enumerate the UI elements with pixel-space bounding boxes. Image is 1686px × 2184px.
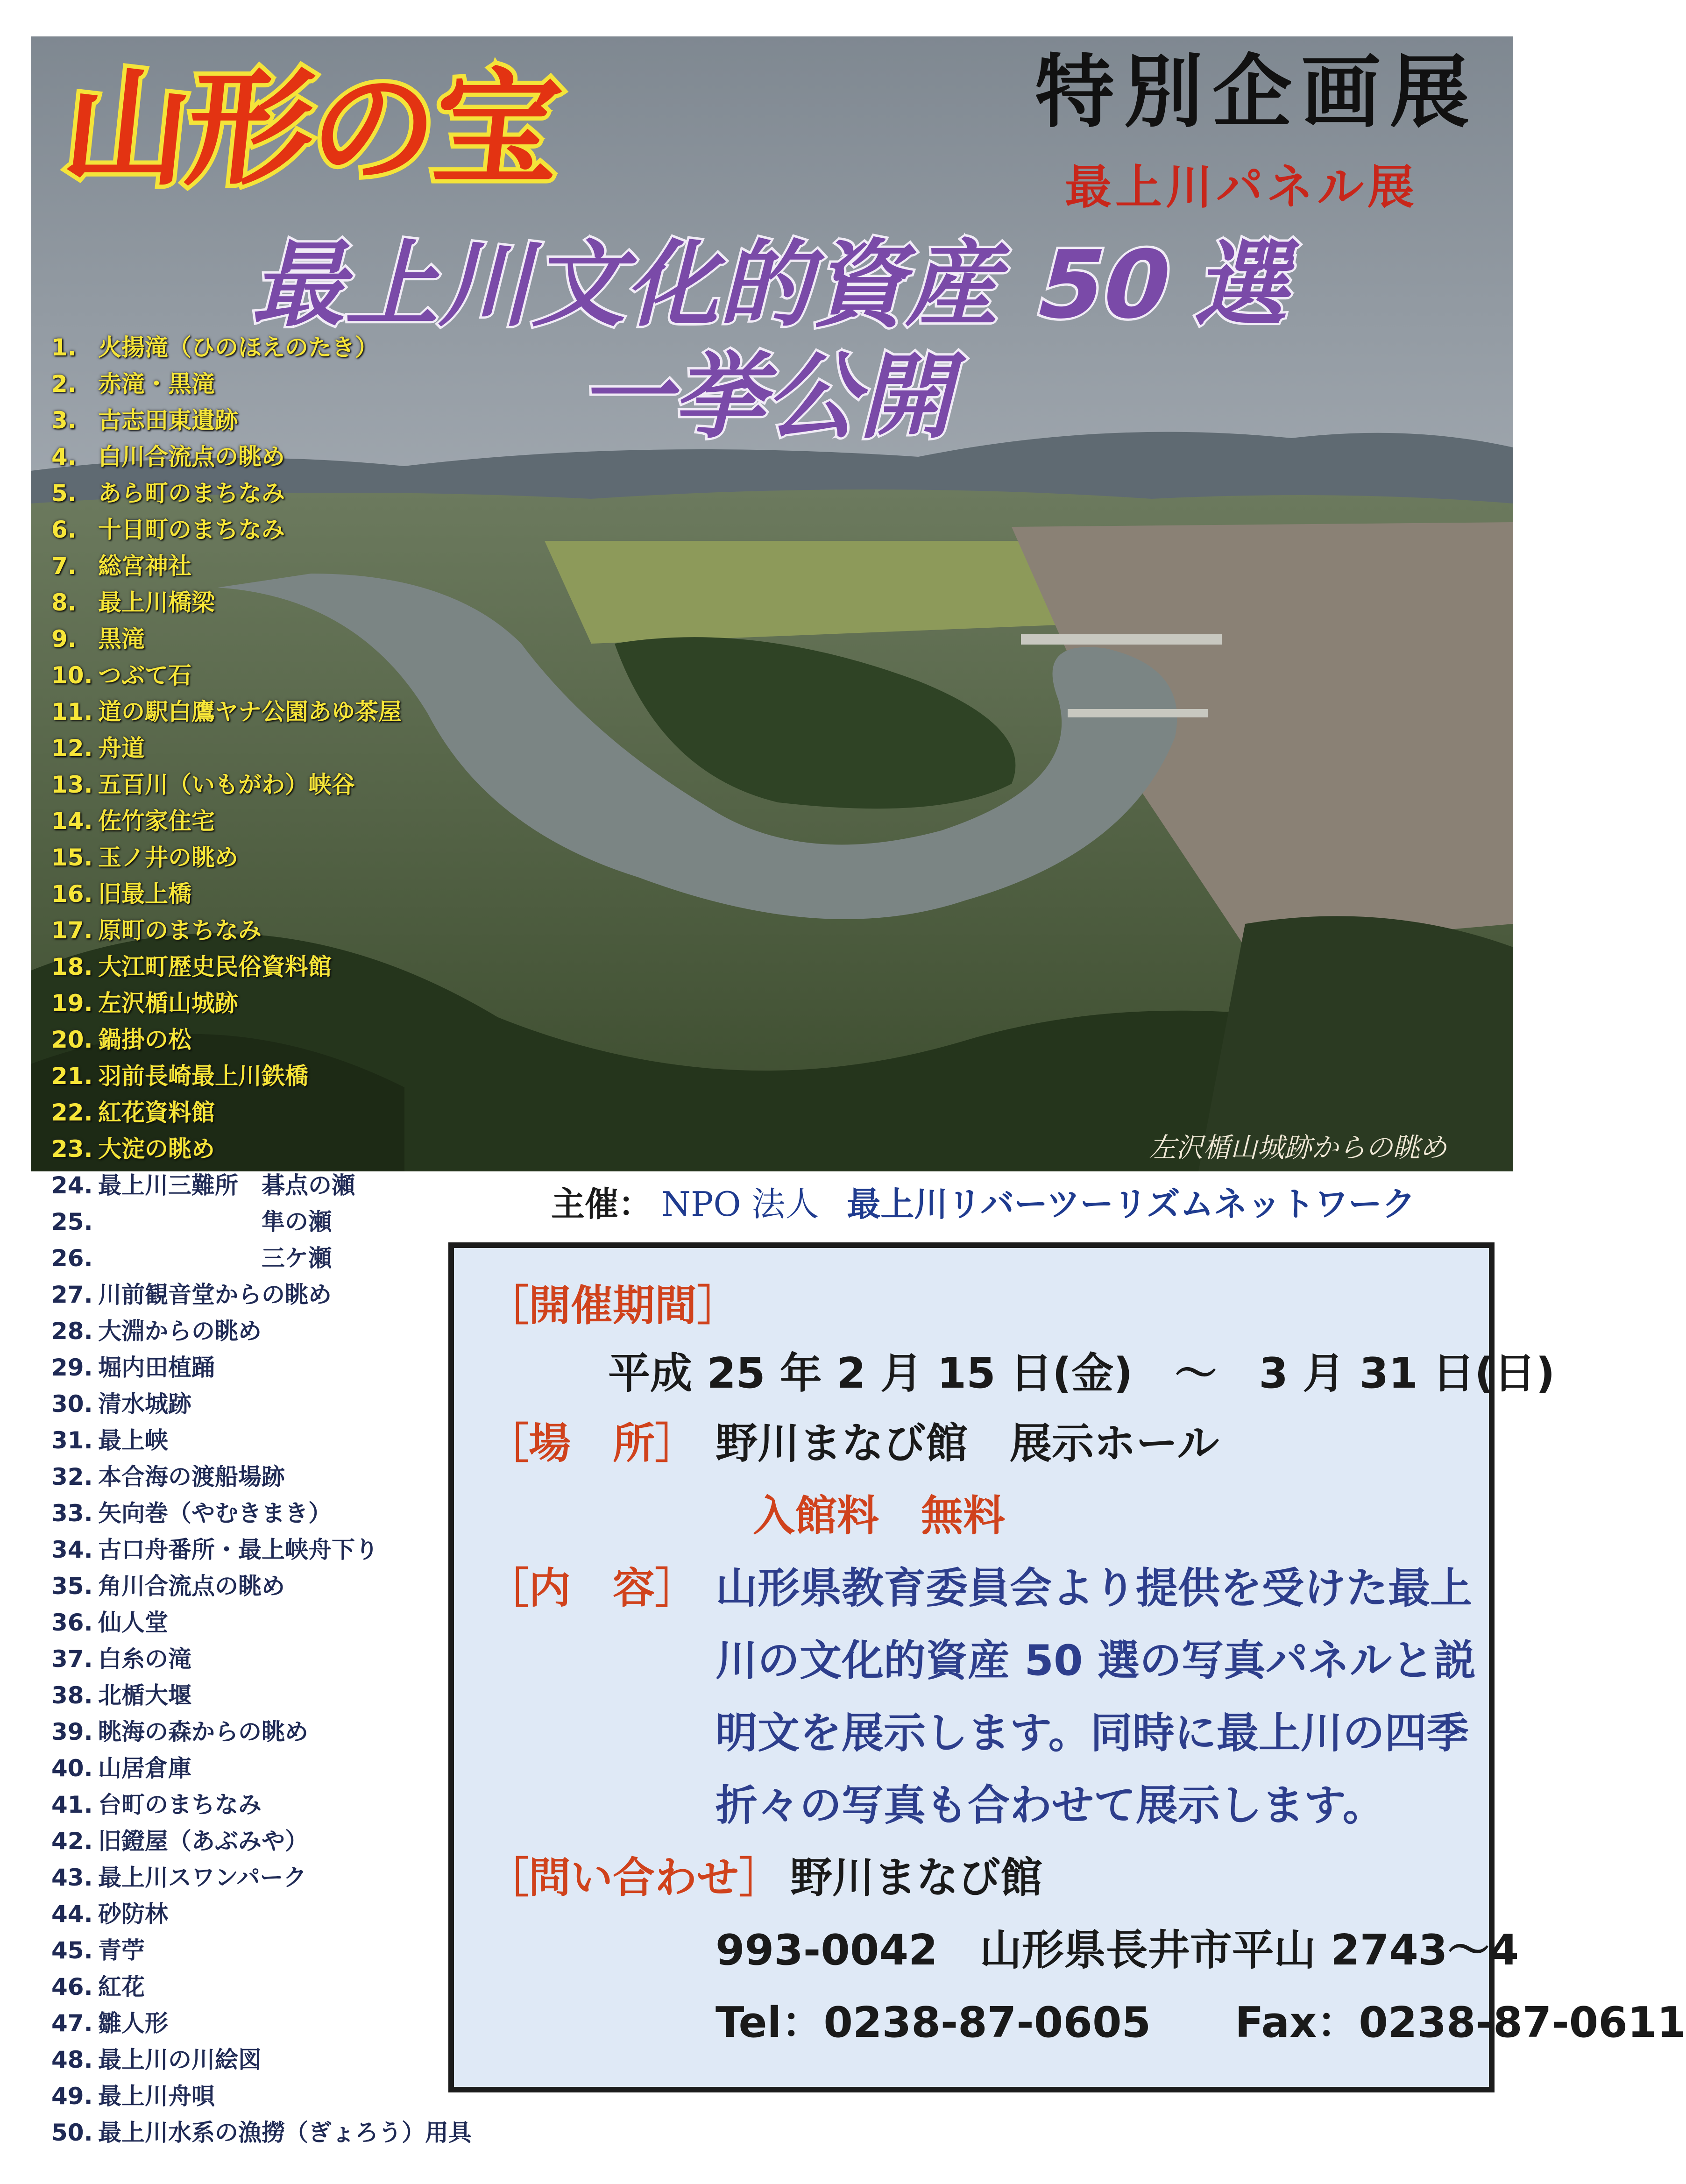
main-title: 山形の宝 bbox=[57, 56, 566, 203]
asset-number: 17. bbox=[51, 917, 93, 944]
asset-item bbox=[51, 912, 472, 949]
asset-number: 31. bbox=[51, 1427, 93, 1454]
asset-item bbox=[51, 621, 472, 657]
asset-item bbox=[51, 1750, 472, 1787]
asset-name: 川前観音堂からの眺め bbox=[98, 1281, 332, 1308]
asset-item bbox=[51, 2078, 472, 2114]
asset-item bbox=[51, 1021, 472, 1058]
asset-name: 隼の瀬 bbox=[98, 1208, 332, 1235]
asset-number: 34. bbox=[51, 1536, 93, 1563]
asset-item bbox=[51, 949, 472, 985]
asset-name: 最上川スワンパーク bbox=[98, 1864, 307, 1891]
asset-item bbox=[51, 1240, 472, 1276]
asset-number: 28. bbox=[51, 1318, 93, 1345]
asset-name: 最上川橋梁 bbox=[98, 589, 215, 616]
asset-name: 青苧 bbox=[98, 1937, 145, 1964]
headline-public: 一挙公開 bbox=[573, 343, 974, 452]
asset-item bbox=[51, 657, 472, 694]
asset-name: 堀内田植踊 bbox=[98, 1354, 215, 1381]
asset-name: 原町のまちなみ bbox=[98, 917, 262, 944]
asset-name: 佐竹家住宅 bbox=[98, 808, 215, 835]
asset-name: 古口舟番所・最上峡舟下り bbox=[98, 1536, 378, 1563]
asset-item bbox=[51, 1932, 472, 1969]
period-label: ［開催期間］ bbox=[487, 1281, 739, 1330]
asset-name: 清水城跡 bbox=[98, 1390, 191, 1418]
asset-number: 27. bbox=[51, 1281, 93, 1308]
asset-number: 2. bbox=[51, 370, 77, 397]
asset-number: 38. bbox=[51, 1682, 93, 1709]
asset-number: 48. bbox=[51, 2046, 93, 2073]
asset-item bbox=[51, 694, 472, 730]
asset-name: 眺海の森からの眺め bbox=[98, 1718, 308, 1745]
asset-item bbox=[51, 548, 472, 584]
panel-exhibition-subtitle: 最上川パネル展 bbox=[1065, 159, 1418, 214]
asset-item bbox=[51, 402, 472, 439]
asset-item bbox=[51, 1714, 472, 1750]
asset-number: 22. bbox=[51, 1099, 93, 1126]
organizer-colon: ： bbox=[618, 1184, 652, 1224]
place-label: ［場 所］ bbox=[487, 1419, 697, 1468]
asset-number: 50. bbox=[51, 2119, 93, 2146]
asset-item bbox=[51, 2114, 472, 2151]
organizer-name: 最上川リバーツーリズムネットワーク bbox=[847, 1184, 1416, 1224]
asset-name: 火揚滝（ひのほえのたき） bbox=[98, 334, 378, 361]
asset-number: 26. bbox=[51, 1245, 93, 1272]
asset-item bbox=[51, 1896, 472, 1932]
asset-name: 旧鐙屋（あぶみや） bbox=[98, 1828, 308, 1855]
asset-item bbox=[51, 730, 472, 766]
asset-name: 総宮神社 bbox=[98, 553, 191, 580]
asset-item bbox=[51, 1495, 472, 1532]
contact-label: ［問い合わせ］ bbox=[487, 1853, 781, 1902]
event-info-box bbox=[448, 1242, 1686, 2092]
asset-item bbox=[51, 1568, 472, 1604]
asset-item bbox=[51, 766, 472, 803]
asset-number: 11. bbox=[51, 698, 93, 725]
asset-number: 46. bbox=[51, 1973, 93, 2000]
contact-address: 993-0042 山形県長井市平山 2743～4 bbox=[715, 1926, 1519, 1975]
asset-item bbox=[51, 1058, 472, 1094]
asset-name: つぶて石 bbox=[98, 662, 191, 689]
asset-number: 15. bbox=[51, 844, 93, 871]
asset-name: 雛人形 bbox=[98, 2010, 168, 2037]
contact-phone-fax: Tel：0238-87-0605 Fax：0238-87-0611 bbox=[715, 1998, 1686, 2047]
asset-item bbox=[51, 839, 472, 876]
asset-item bbox=[51, 1422, 472, 1459]
asset-name: 十日町のまちなみ bbox=[98, 516, 285, 543]
organizer-line bbox=[551, 1177, 1416, 1226]
asset-name: 旧最上橋 bbox=[98, 880, 191, 908]
asset-name: 山居倉庫 bbox=[98, 1755, 191, 1782]
asset-number: 32. bbox=[51, 1463, 93, 1490]
asset-item bbox=[51, 475, 472, 511]
special-exhibition-title: 特別企画展 bbox=[1034, 45, 1479, 139]
asset-number: 3. bbox=[51, 407, 77, 434]
asset-number: 40. bbox=[51, 1755, 93, 1782]
asset-name: 紅花資料館 bbox=[98, 1099, 215, 1126]
asset-number: 21. bbox=[51, 1063, 93, 1090]
asset-number: 42. bbox=[51, 1828, 93, 1855]
asset-number: 39. bbox=[51, 1718, 93, 1745]
contact-name: 野川まなび館 bbox=[790, 1853, 1042, 1902]
asset-item bbox=[51, 2005, 472, 2042]
content-line-3: 明文を展示します。同時に最上川の四季 bbox=[715, 1709, 1469, 1758]
organizer-label: 主催 bbox=[551, 1184, 619, 1224]
content-line-4: 折々の写真も合わせて展示します。 bbox=[715, 1781, 1385, 1830]
asset-number: 20. bbox=[51, 1026, 93, 1053]
asset-number: 45. bbox=[51, 1937, 93, 1964]
asset-item bbox=[51, 1276, 472, 1313]
asset-name: 最上峡 bbox=[98, 1427, 168, 1454]
organizer-type: NPO 法人 bbox=[661, 1184, 819, 1224]
asset-name: 紅花 bbox=[98, 1973, 145, 2000]
asset-list bbox=[51, 329, 472, 2151]
admission-fee: 入館料 無料 bbox=[753, 1491, 1005, 1540]
headline-50-assets: 最上川文化的資産 50 選 bbox=[246, 231, 1309, 340]
asset-name: 本合海の渡船場跡 bbox=[98, 1463, 285, 1490]
asset-number: 10. bbox=[51, 662, 93, 689]
asset-item bbox=[51, 1094, 472, 1131]
asset-item bbox=[51, 584, 472, 621]
asset-name: 三ケ瀬 bbox=[98, 1245, 332, 1272]
asset-name: 北楯大堰 bbox=[98, 1682, 191, 1709]
asset-name: 赤滝・黒滝 bbox=[98, 370, 215, 397]
asset-item bbox=[51, 1532, 472, 1568]
asset-number: 47. bbox=[51, 2010, 93, 2037]
asset-name: 五百川（いもがわ）峡谷 bbox=[98, 771, 355, 798]
asset-name: 大淀の眺め bbox=[98, 1135, 215, 1163]
asset-item bbox=[51, 439, 472, 475]
asset-item bbox=[51, 1459, 472, 1495]
asset-item bbox=[51, 1969, 472, 2005]
asset-item bbox=[51, 1823, 472, 1859]
asset-number: 44. bbox=[51, 1900, 93, 1928]
asset-number: 7. bbox=[51, 553, 77, 580]
content-line-1: 山形県教育委員会より提供を受けた最上 bbox=[715, 1564, 1472, 1613]
asset-number: 4. bbox=[51, 443, 77, 470]
asset-number: 25. bbox=[51, 1208, 93, 1235]
asset-number: 30. bbox=[51, 1390, 93, 1418]
asset-item bbox=[51, 2042, 472, 2078]
asset-name: 道の駅白鷹ヤナ公園あゆ茶屋 bbox=[98, 698, 402, 725]
asset-number: 36. bbox=[51, 1609, 93, 1636]
asset-number: 41. bbox=[51, 1791, 93, 1818]
asset-name: 古志田東遺跡 bbox=[98, 407, 238, 434]
asset-name: 最上川水系の漁撈（ぎょろう）用具 bbox=[98, 2119, 472, 2146]
asset-name: 舟道 bbox=[98, 735, 145, 762]
asset-number: 13. bbox=[51, 771, 93, 798]
asset-number: 18. bbox=[51, 953, 93, 980]
asset-number: 33. bbox=[51, 1500, 93, 1527]
asset-name: 台町のまちなみ bbox=[98, 1791, 262, 1818]
asset-item bbox=[51, 366, 472, 402]
asset-number: 24. bbox=[51, 1172, 93, 1199]
asset-item bbox=[51, 1604, 472, 1641]
asset-item bbox=[51, 803, 472, 839]
asset-item bbox=[51, 329, 472, 366]
asset-item bbox=[51, 1677, 472, 1714]
asset-number: 43. bbox=[51, 1864, 93, 1891]
asset-number: 23. bbox=[51, 1135, 93, 1163]
asset-name: 角川合流点の眺め bbox=[98, 1573, 285, 1600]
asset-number: 6. bbox=[51, 516, 77, 543]
asset-item bbox=[51, 1386, 472, 1422]
asset-name: 鍋掛の松 bbox=[98, 1026, 191, 1053]
asset-name: 矢向巻（やむきまき） bbox=[98, 1500, 332, 1527]
asset-number: 37. bbox=[51, 1645, 93, 1673]
asset-number: 16. bbox=[51, 880, 93, 908]
asset-item bbox=[51, 985, 472, 1021]
asset-number: 29. bbox=[51, 1354, 93, 1381]
asset-number: 9. bbox=[51, 625, 77, 652]
asset-name: 羽前長崎最上川鉄橋 bbox=[98, 1063, 308, 1090]
period-value: 平成 25 年 2 月 15 日(金) ～ 3 月 31 日(日) bbox=[608, 1349, 1555, 1398]
photo-caption: 左沢楯山城跡からの眺め bbox=[1149, 1132, 1447, 1163]
asset-name: 最上川舟唄 bbox=[98, 2083, 215, 2110]
asset-number: 5. bbox=[51, 480, 77, 507]
asset-name: 玉ノ井の眺め bbox=[98, 844, 238, 871]
content-label: ［内 容］ bbox=[487, 1564, 697, 1613]
asset-name: 白川合流点の眺め bbox=[98, 443, 285, 470]
asset-number: 49. bbox=[51, 2083, 93, 2110]
asset-item bbox=[51, 876, 472, 912]
asset-item bbox=[51, 1131, 472, 1167]
asset-name: 左沢楯山城跡 bbox=[98, 990, 238, 1017]
asset-item bbox=[51, 1787, 472, 1823]
asset-number: 14. bbox=[51, 808, 93, 835]
asset-name: 大淵からの眺め bbox=[98, 1318, 262, 1345]
asset-item bbox=[51, 1349, 472, 1386]
content-line-2: 川の文化的資産 50 選の写真パネルと説 bbox=[715, 1636, 1476, 1685]
asset-number: 1. bbox=[51, 334, 77, 361]
asset-name: 最上川三難所 碁点の瀬 bbox=[98, 1172, 355, 1199]
asset-item bbox=[51, 511, 472, 548]
asset-number: 8. bbox=[51, 589, 77, 616]
asset-number: 19. bbox=[51, 990, 93, 1017]
asset-name: 黒滝 bbox=[98, 625, 145, 652]
asset-item bbox=[51, 1641, 472, 1677]
asset-item bbox=[51, 1167, 472, 1204]
asset-number: 12. bbox=[51, 735, 93, 762]
asset-name: 砂防林 bbox=[98, 1900, 168, 1928]
place-value: 野川まなび館 展示ホール bbox=[715, 1419, 1219, 1468]
asset-item bbox=[51, 1859, 472, 1896]
asset-name: 大江町歴史民俗資料館 bbox=[98, 953, 332, 980]
asset-name: 白糸の滝 bbox=[98, 1645, 191, 1673]
asset-name: あら町のまちなみ bbox=[98, 480, 285, 507]
asset-item bbox=[51, 1313, 472, 1349]
asset-item bbox=[51, 1204, 472, 1240]
asset-number: 35. bbox=[51, 1573, 93, 1600]
asset-name: 仙人堂 bbox=[98, 1609, 168, 1636]
asset-name: 最上川の川絵図 bbox=[98, 2046, 262, 2073]
